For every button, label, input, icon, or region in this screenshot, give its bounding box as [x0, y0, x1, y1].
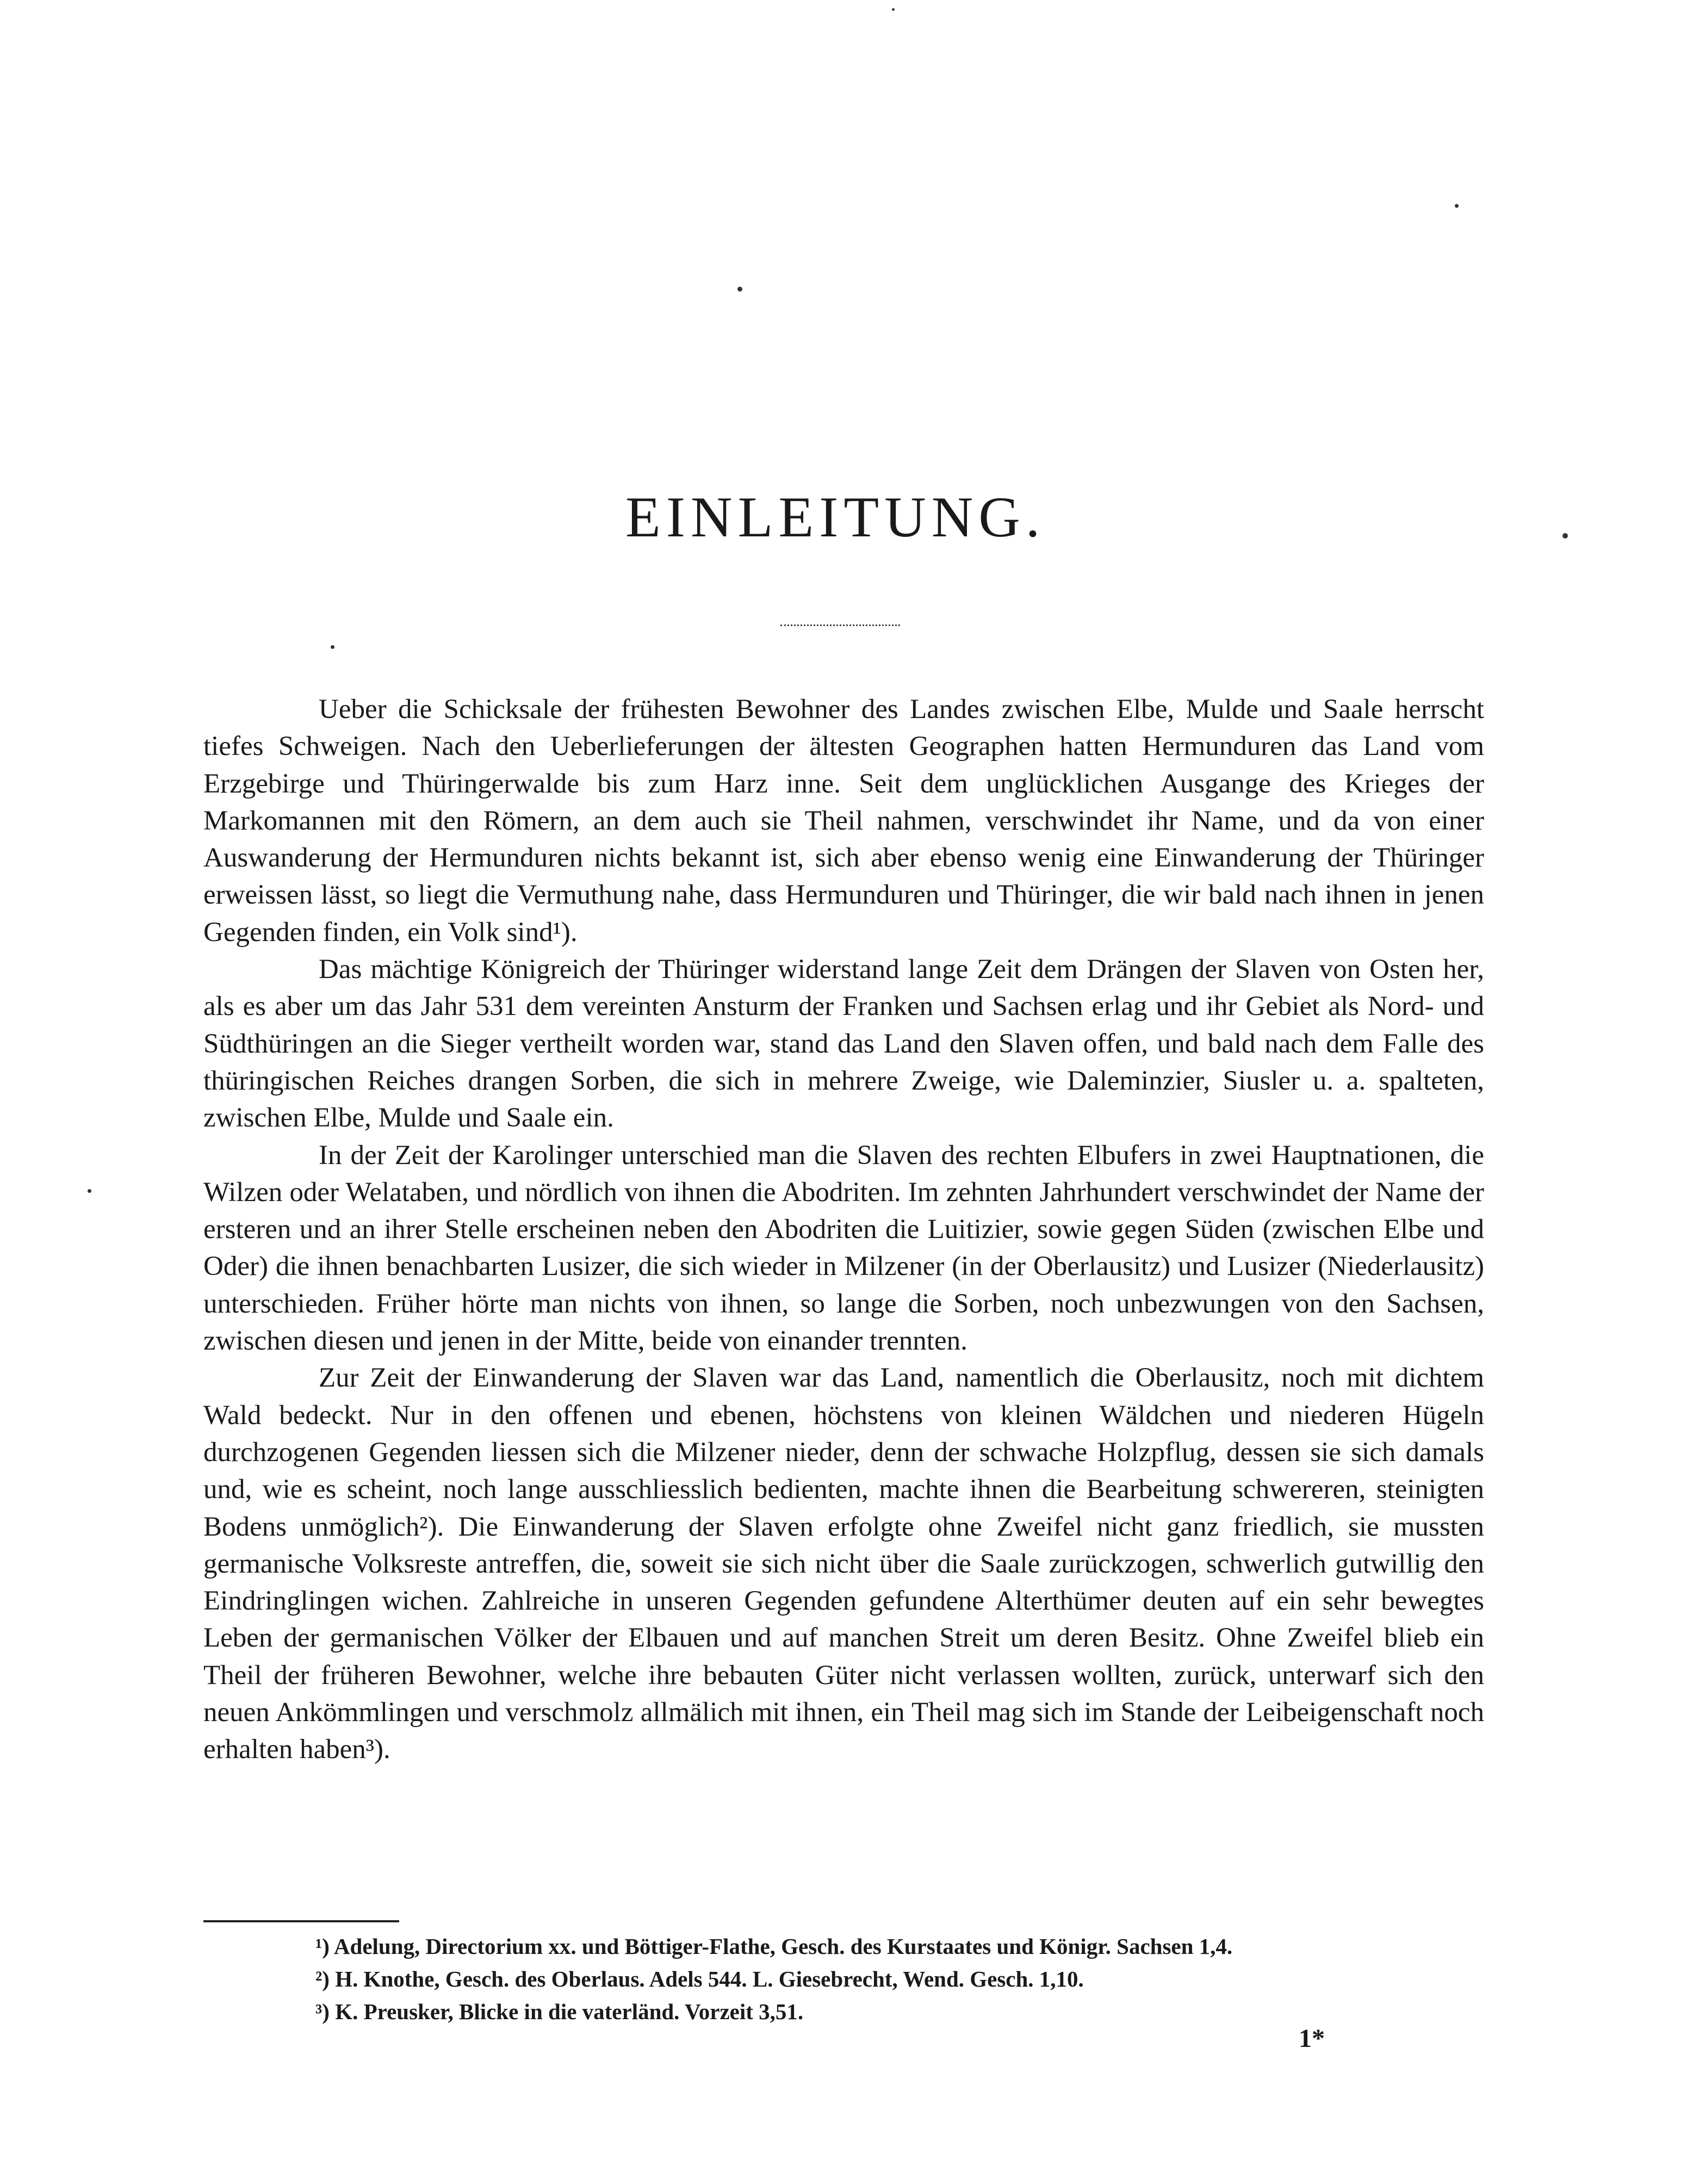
- print-speck: [88, 1189, 91, 1193]
- print-speck: [892, 8, 895, 11]
- print-speck: [331, 645, 334, 649]
- footnote: ¹) Adelung, Directorium xx. und Böttiger-Flathe, Gesch. des Kurstaates und Königr. Sachsen 1,4.: [315, 1934, 1233, 1959]
- body-text: [203, 691, 1484, 1768]
- footnote-divider: [203, 1920, 399, 1922]
- page-title: EINLEITUNG.: [625, 485, 1046, 549]
- footnote: ²) H. Knothe, Gesch. des Oberlaus. Adels 544. L. Giesebrecht, Wend. Gesch. 1,10.: [315, 1966, 1084, 1991]
- paragraph: Zur Zeit der Einwanderung der Slaven war das Land, namentlich die Oberlausitz, noch mit dichtem Wald bedeckt. Nur in den offenen und ebenen, höchstens von kleinen Wäldchen und niederen Hügeln durchzogenen Gegenden liessen sich die Milzener nieder, denn der schwache Holzpflug, dessen sie sich damals und, wie es scheint, noch lange ausschliesslich bedienten, machte ihnen die Bearbeitung schwereren, steinigten Bodens unmöglich²). Die Einwanderung der Slaven erfolgte ohne Zweifel nicht ganz friedlich, sie mussten germanische Volksreste antreffen, die, soweit sie sich nicht über die Saale zurückzogen, schwerlich gutwillig den Eindringlingen wichen. Zahlreiche in unseren Gegenden gefundene Alterthümer deuten auf ein sehr bewegtes Leben der germanischen Völker der Elbauen und auf manchen Streit um deren Besitz. Ohne Zweifel blieb ein Theil der früheren Bewohner, welche ihre bebauten Güter nicht verlassen wollten, zurück, unterwarf sich den neuen Ankömmlingen und verschmolz allmälich mit ihnen, ein Theil mag sich im Stande der Leibeigenschaft noch erhalten haben³).: [203, 1363, 1484, 1765]
- print-speck: [1562, 533, 1568, 539]
- title-divider: [780, 624, 900, 626]
- paragraph: Das mächtige Königreich der Thüringer widerstand lange Zeit dem Drängen der Slaven von Osten her, als es aber um das Jahr 531 dem vereinten Ansturm der Franken und Sachsen erlag und ihr Gebiet als Nord- und Südthüringen an die Sieger vertheilt worden war, stand das Land den Slaven offen, und bald nach dem Falle des thüringischen Reiches drangen Sorben, die sich in mehrere Zweige, wie Daleminzier, Siusler u. a. spalteten, zwischen Elbe, Mulde und Saale ein.: [203, 954, 1484, 1134]
- print-speck: [737, 287, 742, 292]
- footnote: ³) K. Preusker, Blicke in die vaterländ. Vorzeit 3,51.: [315, 1999, 804, 2024]
- paragraph: In der Zeit der Karolinger unterschied man die Slaven des rechten Elbufers in zwei Hauptnationen, die Wilzen oder Welataben, und nördlich von ihnen die Abodriten. Im zehnten Jahrhundert verschwindet der Name der ersteren und an ihrer Stelle erscheinen neben den Abodriten die Luitizier, sowie gegen Süden (zwischen Elbe und Oder) die ihnen benachbarten Lusizer, die sich wieder in Milzener (in der Oberlausitz) und Lusizer (Niederlausitz) unterschieden. Früher hörte man nichts von ihnen, so lange die Sorben, noch unbezwungen von den Sachsen, zwischen diesen und jenen in der Mitte, beide von einander trennten.: [203, 1140, 1484, 1357]
- signature-mark: 1*: [1299, 2024, 1325, 2053]
- paragraph: Ueber die Schicksale der frühesten Bewohner des Landes zwischen Elbe, Mulde und Saale herrscht tiefes Schweigen. Nach den Ueberlieferungen der ältesten Geographen hatten Hermunduren das Land vom Erzgebirge und Thüringerwalde bis zum Harz inne. Seit dem unglücklichen Ausgange des Krieges der Markomannen mit den Römern, an dem auch sie Theil nahmen, verschwindet ihr Name, und da von einer Auswanderung der Hermunduren nichts bekannt ist, sich aber ebenso wenig eine Einwanderung der Thüringer erweissen lässt, so liegt die Vermuthung nahe, dass Hermunduren und Thüringer, die wir bald nach ihnen in jenen Gegenden finden, ein Volk sind¹).: [203, 694, 1484, 948]
- footnotes: [315, 1930, 1457, 2028]
- print-speck: [1455, 204, 1459, 208]
